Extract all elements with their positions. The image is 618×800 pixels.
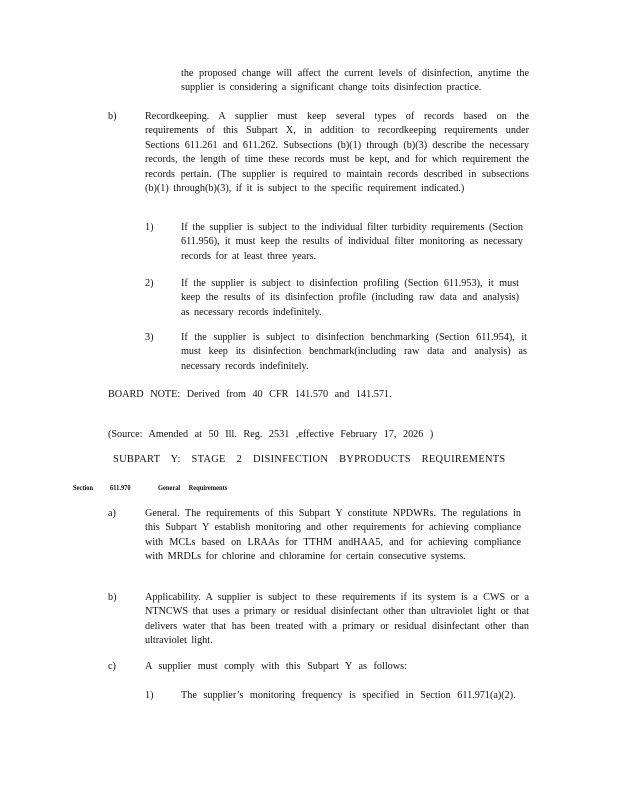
applicability-paragraph: Applicability. A supplier is subject to these requirements if its system is a CWS or a NTNCWS that uses a primary or residual disinfectant other than ultraviolet light or that delivers water that has been treated with a primary or residual disinfectant other than ultraviolet light. [145, 592, 529, 647]
record-item-2-label: 2) [145, 278, 154, 289]
board-note: BOARD NOTE: Derived from 40 CFR 141.570 and 141.571. [108, 389, 392, 400]
record-item-1-label: 1) [145, 222, 154, 233]
record-item-1-text: If the supplier is subject to the individual filter turbidity requirements (Section 611.956), it must keep the results of individual filter monitoring as necessary records for at least three years. [181, 222, 523, 262]
general-label: a) [108, 508, 116, 519]
comply-paragraph: A supplier must comply with this Subpart Y as follows: [145, 661, 407, 672]
record-item-3-label: 3) [145, 332, 154, 343]
source-note: (Source: Amended at 50 Ill. Reg. 2531 ,effective February 17, 2026 ) [108, 429, 434, 440]
section-number: 611.970 [110, 483, 131, 492]
general-paragraph: General. The requirements of this Subpart Y constitute NPDWRs. The regulations in this Subpart Y establish monitoring and other requirements for achieving compliance with MCLs based on LRAAs for TTHM andHAA5, and for achieving compliance with MRDLs for chlorine and chloramine for certain consecutive systems. [145, 508, 521, 563]
comply-item-1-text: The supplier’s monitoring frequency is specified in Section 611.971(a)(2). [181, 690, 516, 701]
record-item-2-text: If the supplier is subject to disinfection profiling (Section 611.953), it must keep the results of its disinfection profile (including raw data and analysis) as necessary records indefinitely. [181, 278, 519, 318]
comply-label: c) [108, 661, 116, 672]
continuation-paragraph: the proposed change will affect the current levels of disinfection, anytime the supplier is considering a significant change toits disinfection practice. [181, 68, 529, 94]
subpart-heading: SUBPART Y: STAGE 2 DISINFECTION BYPRODUCTS REQUIREMENTS [113, 454, 506, 465]
applicability-label: b) [108, 592, 117, 603]
recordkeeping-paragraph: Recordkeeping. A supplier must keep several types of records based on the requirements of this Subpart X, in addition to recordkeeping requirements under Sections 611.261 and 611.262. Subsections (b)(1) through (b)(3) describe the necessary records, the length of time these records must be kept, and for which requirement the records pertain. (The supplier is required to maintain records described in subsections (b)(1) through(b)(3), if it is subject to the specific requirement indicated.) [145, 111, 529, 195]
record-item-3-text: If the supplier is subject to disinfection benchmarking (Section 611.954), it must keep its disinfection benchmark(including raw data and analysis) as necessary records indefinitely. [181, 332, 527, 372]
recordkeeping-label: b) [108, 111, 117, 122]
section-title: General Requirements [158, 483, 228, 492]
comply-item-1-label: 1) [145, 690, 154, 701]
section-word: Section [73, 483, 94, 492]
